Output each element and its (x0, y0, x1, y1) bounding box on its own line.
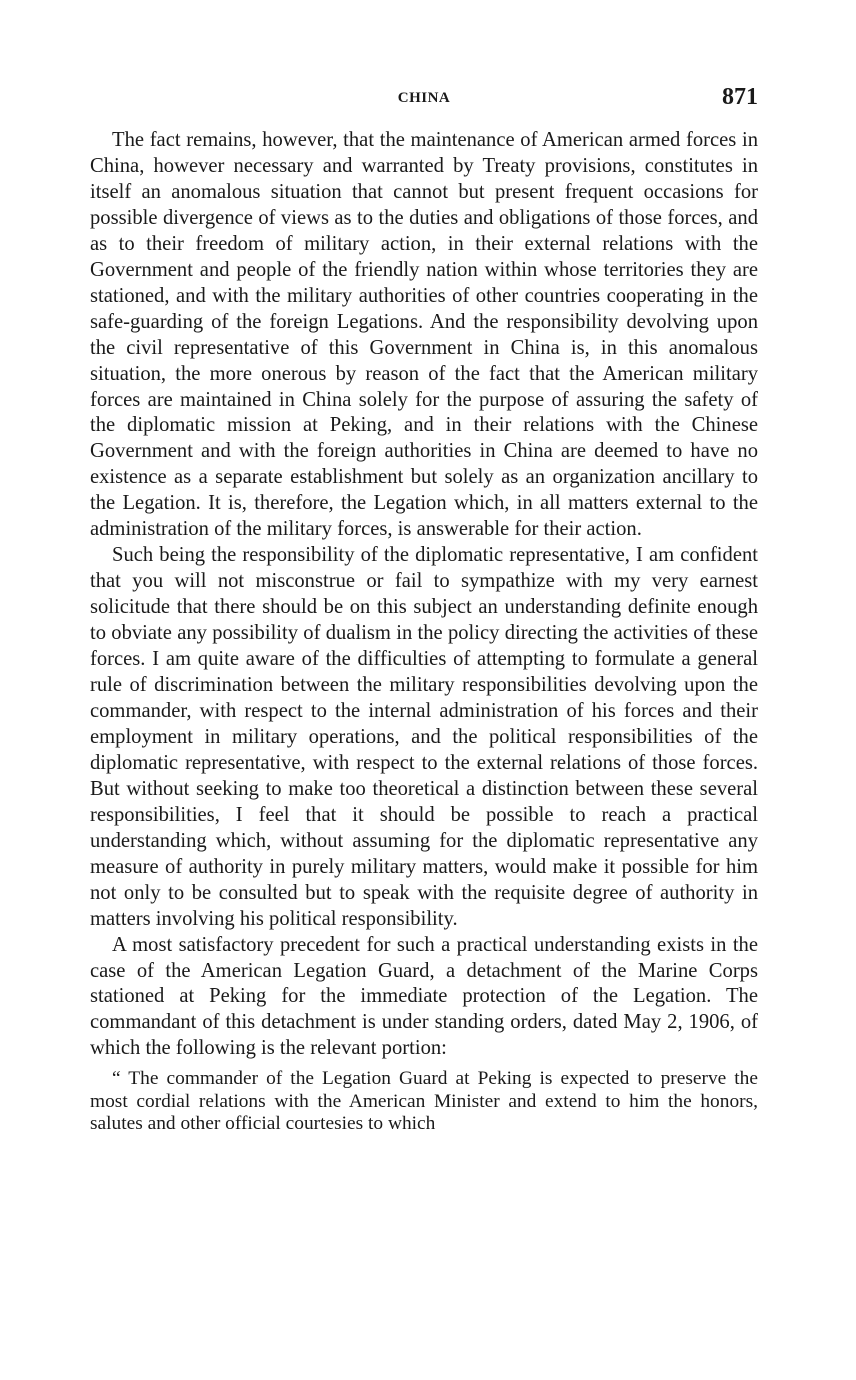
body-text (90, 128, 758, 1136)
block-quote: “ The commander of the Legation Guard at Peking is expected to preserve the most cordial relations with the American Minister and extend to him the honors, salutes and other official courtesies to which (90, 1068, 758, 1135)
paragraph-1: The fact remains, however, that the maintenance of American armed forces in China, however necessary and warranted by Treaty provisions, constitutes in itself an anomalous situation that cannot but present frequent occasions for possible divergence of views as to the duties and obligations of those forces, and as to their freedom of military action, in their external relations with the Government and people of the friendly nation within whose territories they are stationed, and with the military authorities of other countries cooperating in the safe-guarding of the foreign Legations. And the responsibility devolving upon the civil representative of this Government in China is, in this anomalous situation, the more onerous by reason of the fact that the American military forces are maintained in China solely for the purpose of assuring the safety of the diplomatic mission at Peking, and in their relations with the Chinese Government and with the foreign authorities in China are deemed to have no existence as a separate establishment but solely as an organization ancillary to the Legation. It is, therefore, the Legation which, in all matters external to the administration of the military forces, is answerable for their action. (90, 129, 758, 541)
running-head: CHINA (397, 90, 451, 106)
paragraph-3: A most satisfactory precedent for such a practical understanding exists in the case of the American Legation Guard, a detachment of the Marine Corps stationed at Peking for the immediate protection of the Legation. The commandant of this detachment is under standing orders, dated May 2, 1906, of which the following is the relevant portion: (90, 933, 758, 1060)
page-header (90, 84, 758, 124)
paragraph-2: Such being the responsibility of the diplomatic representative, I am confident that you will not misconstrue or fail to sympathize with my very earnest solicitude that there should be on this subject an understanding definite enough to obviate any possibility of dualism in the policy directing the activities of these forces. I am quite aware of the difficulties of attempting to formulate a general rule of discrimination between the military responsibilities devolving upon the commander, with respect to the internal administration of his forces and their employment in military operations, and the political responsibilities of the diplomatic representative, with respect to the external relations of those forces. But without seeking to make too theoretical a distinction between these several responsibilities, I feel that it should be possible to reach a practical understanding which, without assuming for the diplomatic representative any measure of authority in purely military matters, would make it possible for him not only to be consulted but to speak with the requisite degree of authority in matters involving his political responsibility. (90, 544, 758, 930)
page-number: 871 (722, 84, 758, 110)
